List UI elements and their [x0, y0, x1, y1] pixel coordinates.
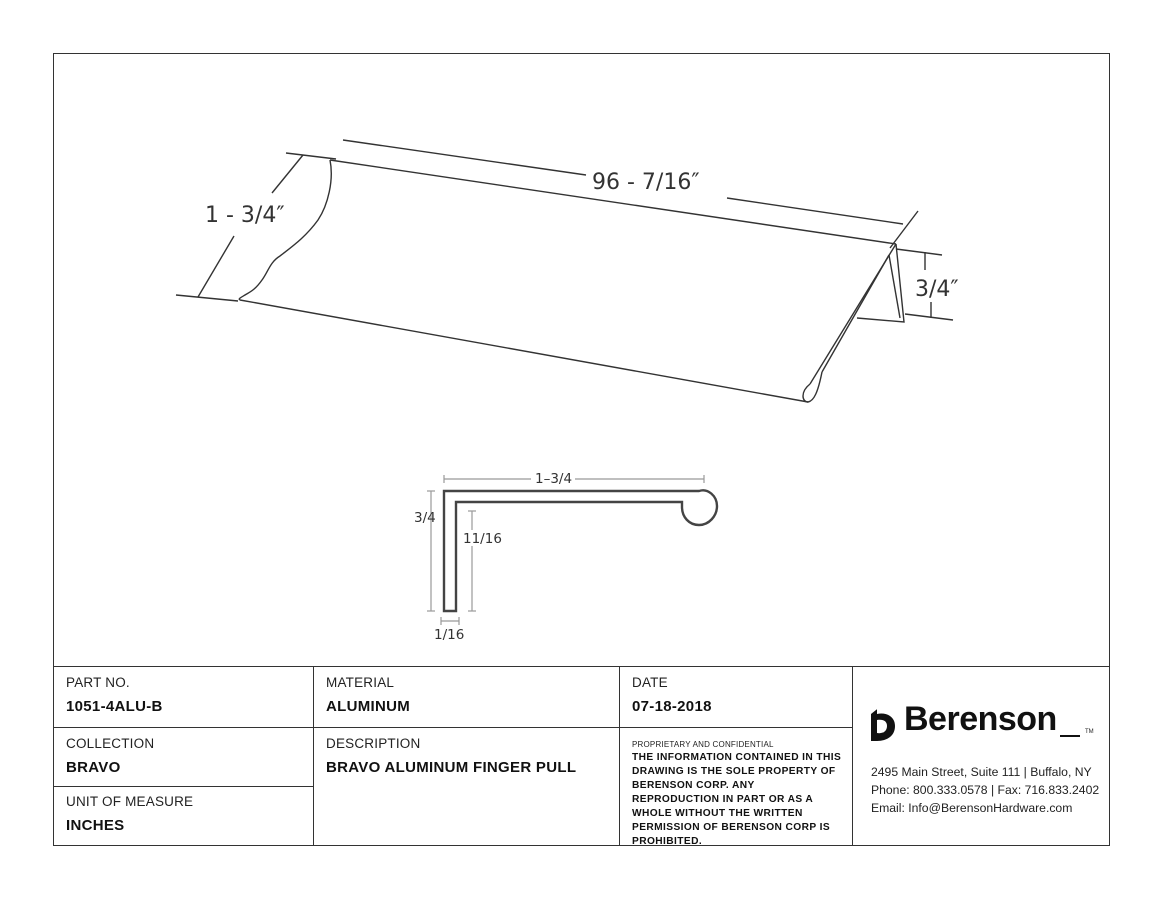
height-ext-top [896, 249, 942, 255]
company-email: Email: Info@BerensonHardware.com [871, 801, 1073, 815]
unit-label: UNIT OF MEASURE [66, 794, 194, 809]
width-dim-line-bottom [198, 236, 234, 297]
date-label: DATE [632, 675, 668, 690]
iso-view [176, 140, 953, 402]
berenson-b-logo-icon [871, 706, 897, 742]
width-dim-line-top [272, 155, 303, 193]
section-profile [444, 490, 717, 611]
description-value: BRAVO ALUMINUM FINGER PULL [326, 759, 577, 776]
unit-value: INCHES [66, 817, 125, 834]
trademark-mark: TM [1085, 729, 1094, 735]
lip-curl [803, 372, 822, 402]
broken-end [239, 160, 331, 300]
date-value: 07-18-2018 [632, 698, 712, 715]
width-ext-bottom [176, 295, 238, 301]
description-label: DESCRIPTION [326, 736, 421, 751]
section-height-label: 3/4 [414, 510, 436, 526]
length-ext-right [890, 211, 918, 248]
iso-length-label: 96 - 7/16″ [592, 170, 700, 195]
section-inner-height-label: 11/16 [463, 531, 502, 547]
iso-height-label: 3/4″ [915, 277, 959, 302]
lip-inner-edge [822, 255, 889, 372]
company-name-underline [1060, 735, 1080, 737]
material-value: ALUMINUM [326, 698, 411, 715]
iso-width-label: 1 - 3/4″ [205, 203, 285, 228]
width-ext-top [286, 153, 336, 159]
title-block-col-divider-2 [619, 666, 620, 846]
company-name: Berenson [904, 700, 1057, 738]
title-block-col-divider-1 [313, 666, 314, 846]
proprietary-text: THE INFORMATION CONTAINED IN THIS DRAWING IS THE SOLE PROPERTY OF BERENSON CORP. ANY REPRODUCTION IN PART OR AS A WHOLE WITHOUT THE WRITTEN PERMISSION OF BERENSON CORP IS PROHIBITED. [632, 752, 842, 847]
title-block-row-divider-1 [53, 727, 852, 728]
title-block-col-divider-3 [852, 666, 853, 846]
collection-value: BRAVO [66, 759, 121, 776]
part-no-value: 1051-4ALU-B [66, 698, 163, 715]
company-phone-fax: Phone: 800.333.0578 | Fax: 716.833.2402 [871, 783, 1100, 797]
height-ext-bottom [905, 314, 953, 320]
company-address: 2495 Main Street, Suite 111 | Buffalo, NY [871, 765, 1092, 779]
proprietary-heading: PROPRIETARY AND CONFIDENTIAL [632, 740, 774, 749]
title-block-top-border [53, 666, 1110, 667]
collection-label: COLLECTION [66, 736, 155, 751]
title-block-row-divider-2 [53, 786, 313, 787]
length-dim-line-left [343, 140, 586, 175]
length-dim-line-right [727, 198, 903, 224]
section-view [427, 475, 717, 625]
material-label: MATERIAL [326, 675, 395, 690]
section-width-label: 1–3/4 [535, 471, 573, 487]
upright-face [857, 244, 904, 322]
front-edge [240, 300, 808, 402]
section-thickness-label: 1/16 [434, 627, 465, 643]
part-no-label: PART NO. [66, 675, 130, 690]
